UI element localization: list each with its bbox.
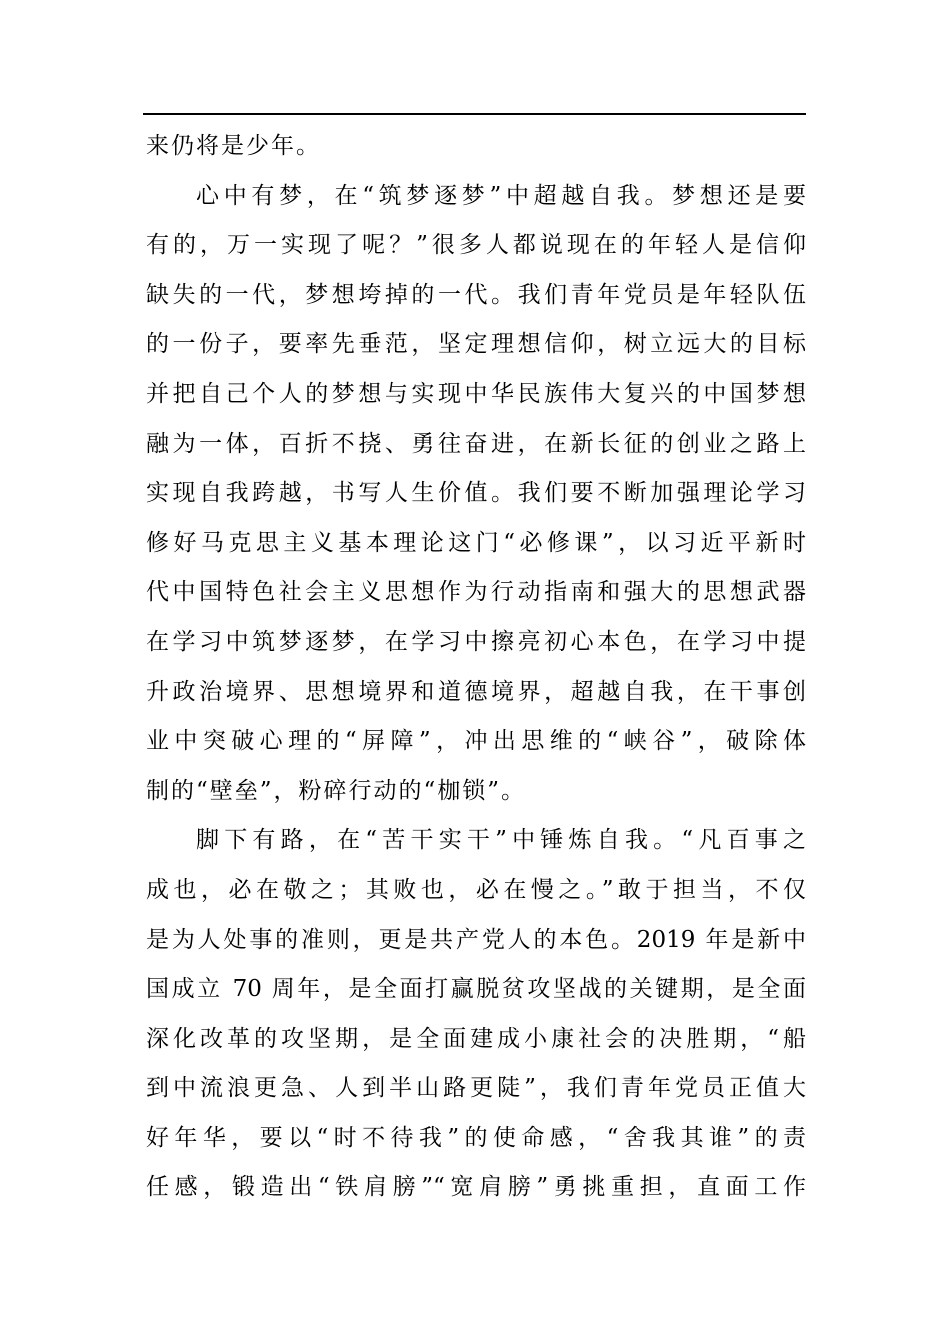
text-line: 代中国特色社会主义思想作为行动指南和强大的思想武器 xyxy=(146,579,806,606)
text-line: 升政治境界、思想境界和道德境界，超越自我，在干事创 xyxy=(146,678,806,705)
text-line: 是为人处事的准则，更是共产党人的本色。2019 年是新中 xyxy=(146,926,806,953)
text-line: 到中流浪更急、人到半山路更陡”，我们青年党员正值大 xyxy=(146,1075,806,1102)
text-line: 修好马克思主义基本理论这门“必修课”，以习近平新时 xyxy=(146,529,806,556)
text-line: 任感，锻造出“铁肩膀”“宽肩膀”勇挑重担，直面工作 xyxy=(146,1174,806,1201)
text-line: 制的“壁垒”，粉碎行动的“枷锁”。 xyxy=(146,777,527,804)
paragraph-start-line: 脚下有路，在“苦干实干”中锤炼自我。“凡百事之 xyxy=(196,827,806,854)
paragraph-start-line: 心中有梦，在“筑梦逐梦”中超越自我。梦想还是要 xyxy=(196,182,806,209)
text-line: 好年华，要以“时不待我”的使命感，“舍我其谁”的责 xyxy=(146,1124,806,1151)
text-line: 在学习中筑梦逐梦，在学习中擦亮初心本色，在学习中提 xyxy=(146,628,806,655)
header-rule xyxy=(143,113,806,115)
text-line: 的一份子，要率先垂范，坚定理想信仰，树立远大的目标 xyxy=(146,331,806,358)
text-line: 深化改革的攻坚期，是全面建成小康社会的决胜期，“船 xyxy=(146,1025,806,1052)
text-line: 实现自我跨越，书写人生价值。我们要不断加强理论学习 xyxy=(146,480,806,507)
text-line: 成也，必在敬之；其败也，必在慢之。”敢于担当，不仅 xyxy=(146,876,806,903)
document-body xyxy=(146,122,806,1213)
text-line: 缺失的一代，梦想垮掉的一代。我们青年党员是年轻队伍 xyxy=(146,281,806,308)
text-line: 融为一体，百折不挠、勇往奋进，在新长征的创业之路上 xyxy=(146,430,806,457)
text-line: 业中突破心理的“屏障”，冲出思维的“峡谷”，破除体 xyxy=(146,728,806,755)
text-line: 国成立 70 周年，是全面打赢脱贫攻坚战的关键期，是全面 xyxy=(146,976,806,1003)
text-line: 并把自己个人的梦想与实现中华民族伟大复兴的中国梦想 xyxy=(146,380,806,407)
text-line: 有的，万一实现了呢？”很多人都说现在的年轻人是信仰 xyxy=(146,232,806,259)
text-line: 来仍将是少年。 xyxy=(146,133,321,159)
